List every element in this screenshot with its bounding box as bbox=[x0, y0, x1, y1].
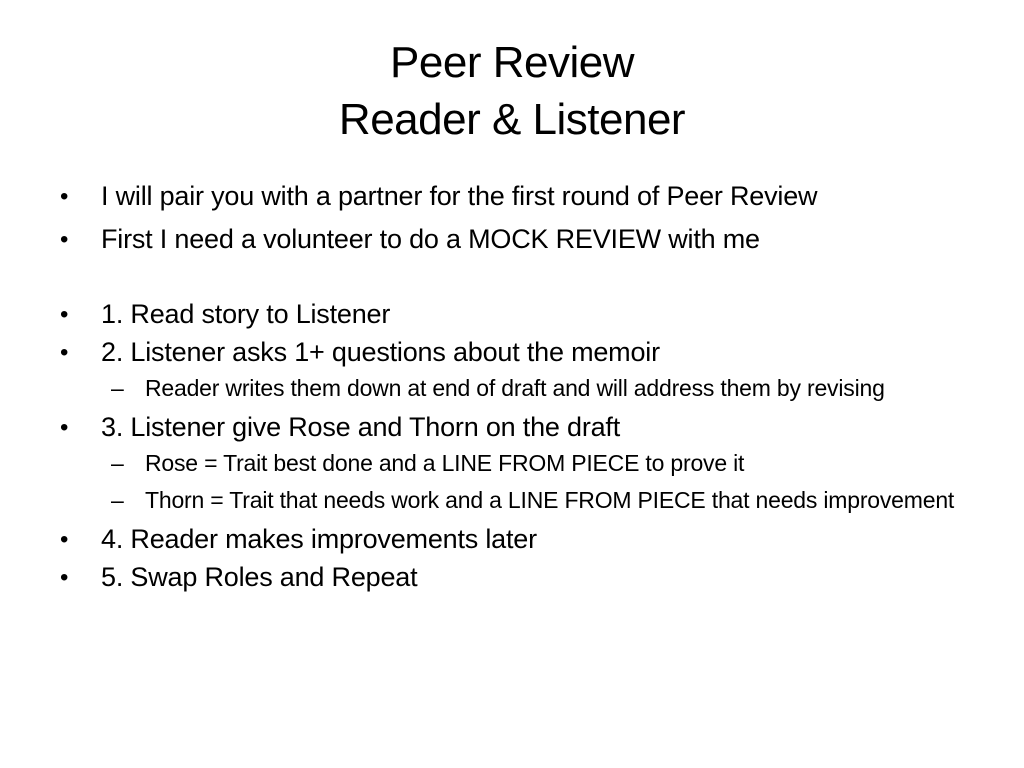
sub-bullet-item-thorn bbox=[58, 486, 958, 515]
bullet-icon: • bbox=[60, 183, 69, 210]
sub-bullet-text: Thorn = Trait that needs work and a LINE FROM PIECE that needs improvement bbox=[145, 487, 955, 513]
bullet-text: First I need a volunteer to do a MOCK REVIEW with me bbox=[101, 224, 760, 254]
bullet-icon: • bbox=[60, 301, 69, 328]
bullet-text: 1. Read story to Listener bbox=[101, 299, 391, 329]
sub-bullet-item-reader-writes bbox=[58, 374, 958, 403]
list-spacer bbox=[58, 266, 958, 298]
bullet-text: 5. Swap Roles and Repeat bbox=[101, 562, 418, 592]
bullet-text: 2. Listener asks 1+ questions about the memoir bbox=[101, 337, 660, 367]
sub-bullet-text: Reader writes them down at end of draft and will address them by revising bbox=[145, 375, 885, 401]
bullet-item-pairing bbox=[58, 180, 958, 213]
title-line-1: Peer Review bbox=[390, 38, 634, 87]
bullet-item-step-5 bbox=[58, 561, 958, 594]
bullet-item-step-1 bbox=[58, 298, 958, 331]
dash-icon: – bbox=[111, 450, 124, 476]
bullet-text: 4. Reader makes improvements later bbox=[101, 524, 537, 554]
title-line-2: Reader & Listener bbox=[338, 95, 686, 144]
bullet-icon: • bbox=[60, 226, 69, 253]
bullet-item-step-4 bbox=[58, 523, 958, 556]
bullet-list bbox=[58, 180, 958, 599]
bullet-icon: • bbox=[60, 526, 69, 553]
bullet-item-step-3 bbox=[58, 411, 958, 444]
sub-bullet-item-rose bbox=[58, 449, 958, 478]
bullet-icon: • bbox=[60, 339, 69, 366]
sub-bullet-text: Rose = Trait best done and a LINE FROM PIECE to prove it bbox=[145, 450, 745, 476]
bullet-item-step-2 bbox=[58, 336, 958, 369]
bullet-icon: • bbox=[60, 564, 69, 591]
bullet-text: I will pair you with a partner for the first round of Peer Review bbox=[101, 181, 818, 211]
slide-title bbox=[0, 34, 1024, 148]
bullet-icon: • bbox=[60, 414, 69, 441]
bullet-item-volunteer bbox=[58, 223, 958, 256]
dash-icon: – bbox=[111, 487, 124, 513]
bullet-text: 3. Listener give Rose and Thorn on the draft bbox=[101, 412, 621, 442]
dash-icon: – bbox=[111, 375, 124, 401]
